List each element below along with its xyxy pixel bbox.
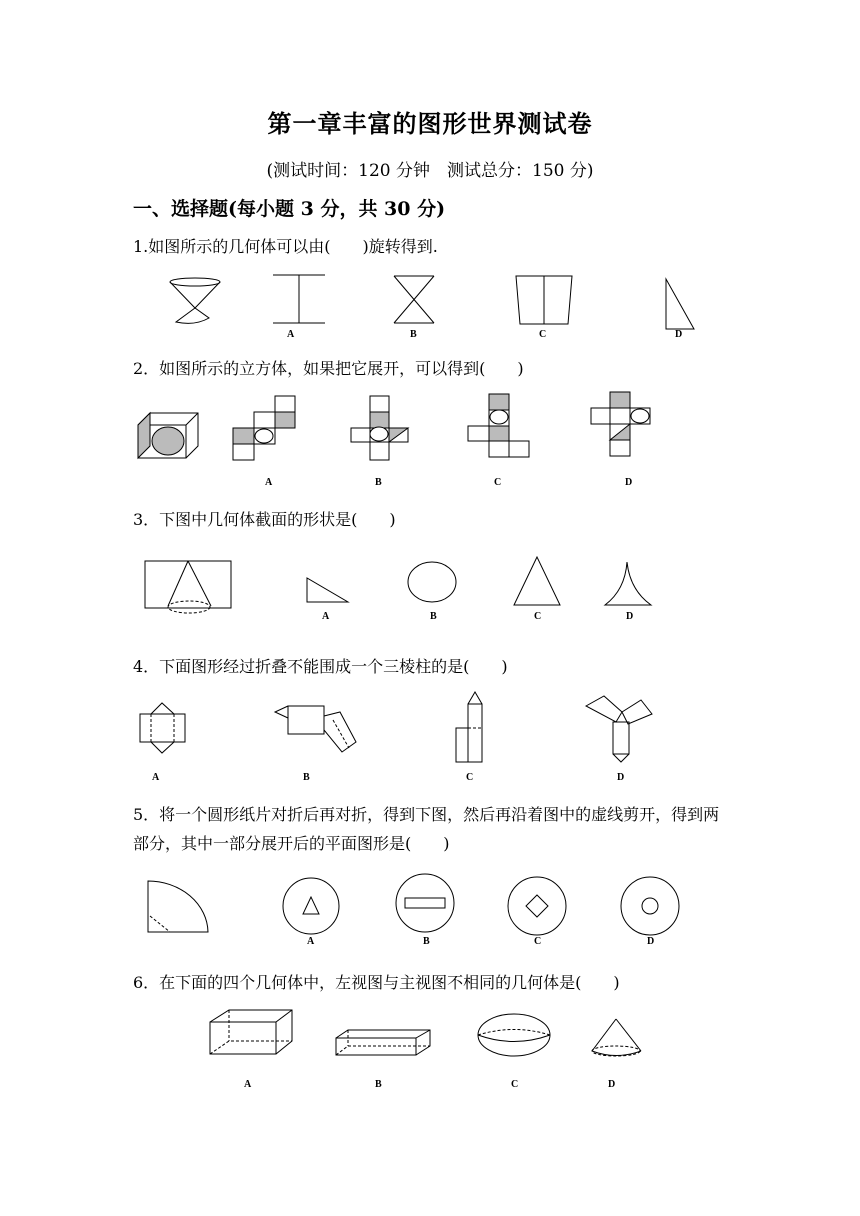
q2-option-d-label: D: [625, 477, 633, 488]
q1-option-b-figure: [394, 276, 434, 323]
q6-option-d-cone: [592, 1019, 641, 1056]
question-3: 3．下图中几何体截面的形状是( ): [133, 510, 396, 529]
question-5: 5．将一个圆形纸片对折后再对折，得到下图，然后再沿着图中的虚线剪开，得到两部分，其中一部分展开后的平面图形是( ): [133, 805, 720, 853]
q5-option-b-label: B: [423, 936, 430, 947]
q1-option-a-figure: [273, 275, 325, 323]
q4-option-b-net: [275, 706, 356, 752]
q3-option-a-figure: [307, 578, 348, 602]
q3-option-c-label: C: [534, 611, 542, 622]
page-title: 第一章丰富的图形世界测试卷: [267, 109, 593, 138]
q1-solid-figure: [170, 278, 220, 323]
question-2: 2．如图所示的立方体，如果把它展开，可以得到( ): [133, 359, 524, 378]
q2-option-c-label: C: [494, 477, 502, 488]
q6-option-c-spheroid: [478, 1014, 550, 1056]
q5-option-a-figure: [283, 878, 339, 934]
q1-option-a-label: A: [287, 329, 295, 340]
q4-option-c-label: C: [466, 772, 474, 783]
q3-option-d-figure: [605, 562, 651, 605]
q4-option-d-label: D: [617, 772, 625, 783]
q4-option-d-net: [586, 696, 652, 762]
question-1: 1.如图所示的几何体可以由( )旋转得到.: [133, 237, 438, 256]
q2-option-b-net: [351, 396, 408, 460]
q2-option-c-net: [468, 394, 529, 457]
q5-folded-paper-figure: [148, 881, 208, 932]
q2-option-b-label: B: [375, 477, 382, 488]
q1-option-b-label: B: [410, 329, 417, 340]
q3-option-a-label: A: [322, 611, 330, 622]
q5-option-d-figure: [621, 877, 679, 935]
q1-option-c-label: C: [539, 329, 547, 340]
q6-option-a-label: A: [244, 1079, 252, 1090]
q2-cube-figure: [138, 413, 198, 458]
section-heading: 一、选择题(每小题 3 分，共 30 分): [133, 198, 446, 220]
q6-option-a-cuboid: [210, 1010, 292, 1054]
q3-option-d-label: D: [626, 611, 634, 622]
q3-option-b-figure: [408, 562, 456, 602]
question-4: 4．下面图形经过折叠不能围成一个三棱柱的是( ): [133, 657, 508, 676]
q1-option-c-figure: [516, 276, 572, 324]
q2-option-a-label: A: [265, 477, 273, 488]
q5-option-c-label: C: [534, 936, 542, 947]
q4-option-a-label: A: [152, 772, 160, 783]
q5-option-b-figure: [396, 874, 454, 932]
q6-option-b-cuboid: [336, 1030, 430, 1055]
q1-option-d-label: D: [675, 329, 683, 340]
q5-option-c-figure: [508, 877, 566, 935]
q3-cone-section-figure: [145, 561, 231, 613]
q1-option-d-figure: [666, 279, 694, 329]
question-6: 6．在下面的四个几何体中，左视图与主视图不相同的几何体是( ): [133, 973, 620, 992]
exam-info: (测试时间：120 分钟 测试总分：150 分): [266, 161, 594, 181]
q6-option-c-label: C: [511, 1079, 519, 1090]
q6-option-d-label: D: [608, 1079, 616, 1090]
q2-option-d-net: [591, 392, 650, 456]
q3-option-c-figure: [514, 557, 560, 605]
q4-option-b-label: B: [303, 772, 310, 783]
q6-option-b-label: B: [375, 1079, 382, 1090]
q4-option-a-net: [140, 703, 185, 753]
q4-option-c-net: [456, 692, 482, 762]
q5-option-a-label: A: [307, 936, 315, 947]
q5-option-d-label: D: [647, 936, 655, 947]
q2-option-a-net: [233, 396, 295, 460]
q3-option-b-label: B: [430, 611, 437, 622]
